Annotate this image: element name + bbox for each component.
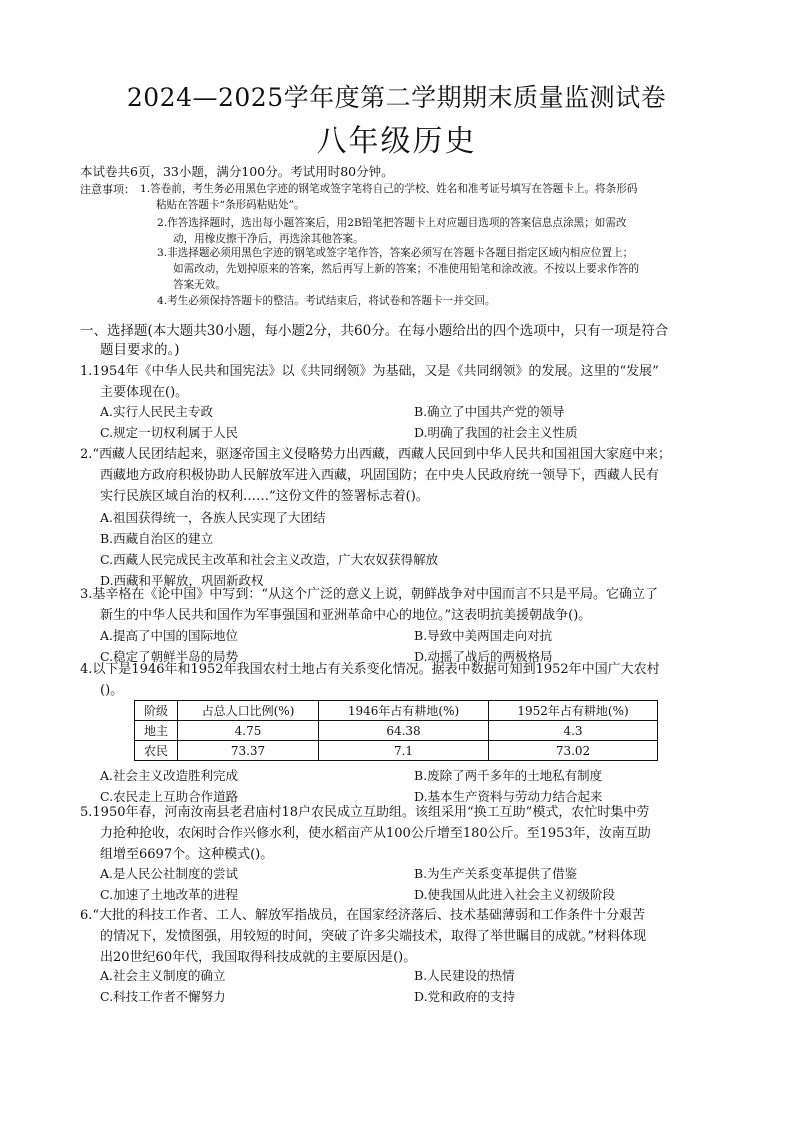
question-line: 5.1950年春，河南汝南县老君庙村18户农民成立互助组。该组采用“换工互助”模式，农忙时集中劳 (80, 805, 650, 820)
table-cell: 73.37 (178, 741, 319, 761)
note-line: 动，用橡皮擦干净后，再选涂其他答案。 (173, 233, 364, 245)
table-row (135, 721, 658, 741)
question-line: 1.1954年《中华人民共和国宪法》以《共同纲领》为基础，又是《共同纲领》的发展。这里的“发展” (80, 364, 659, 379)
table-header-cell: 占总人口比例(%) (178, 701, 319, 721)
option-a: A.社会主义改造胜利完成 (100, 768, 239, 783)
table-cell: 73.02 (489, 741, 658, 761)
option-d: D.基本生产资料与劳动力结合起来 (414, 789, 603, 804)
option-a: A.提高了中国的国际地位 (100, 628, 239, 643)
option-c: C.西藏人民完成民主改革和社会主义改造，广大农奴获得解放 (100, 552, 439, 567)
table-cell: 农民 (135, 741, 178, 761)
option-c: C.规定一切权利属于人民 (100, 425, 239, 440)
table-cell: 7.1 (319, 741, 489, 761)
table-cell: 地主 (135, 721, 178, 741)
table-header-cell: 阶级 (135, 701, 178, 721)
question-line: ()。 (100, 683, 124, 698)
question-1 (80, 361, 720, 403)
note-line: 2.作答选择题时，选出每小题答案后，用2B铅笔把答题卡上对应题目选项的答案信息点涂黑；如需改 (157, 217, 627, 229)
option-d: D.西藏和平解放，巩固新政权 (100, 573, 264, 588)
question-2 (80, 444, 720, 507)
table-header-cell: 1946年占有耕地(%) (319, 701, 489, 721)
question-line: 主要体现在()。 (100, 385, 189, 400)
option-b: B.废除了两千多年的土地私有制度 (414, 768, 603, 783)
question-line: 力抢种抢收，农闲时合作兴修水利，使水稻亩产从100公斤增至180公斤。至1953年，汝南互助 (100, 826, 651, 841)
option-d: D.党和政府的支持 (414, 989, 516, 1004)
option-b: B.导致中美两国走向对抗 (414, 628, 553, 643)
question-line: 实行民族区域自治的权利……”这份文件的签署标志着()。 (100, 489, 429, 504)
section-line: 题目要求的。) (100, 342, 180, 358)
option-b: B.人民建设的热情 (414, 968, 515, 983)
question-line: 出20世纪60年代，我国取得科技成就的主要原因是()。 (100, 950, 417, 965)
question-line: 组增至6697个。这种模式()。 (100, 847, 274, 862)
table-cell: 4.3 (489, 721, 658, 741)
question-line: 3.基辛格在《论中国》中写到：“从这个广泛的意义上说，朝鲜战争对中国而言不只是平局。它确立了 (80, 587, 659, 602)
note-item (140, 181, 710, 213)
section-heading (80, 322, 720, 360)
option-c: C.农民走上互助合作道路 (100, 789, 239, 804)
option-a: A.祖国获得统一，各族人民实现了大团结 (100, 510, 326, 525)
table-cell: 64.38 (319, 721, 489, 741)
option-d: D.使我国从此进入社会主义初级阶段 (414, 887, 616, 902)
note-item (157, 293, 727, 309)
option-c: C.加速了土地改革的进程 (100, 887, 239, 902)
question-line: 4.以下是1946年和1952年我国农村土地占有关系变化情况。据表中数据可知到1952年中国广大农村 (80, 662, 660, 677)
option-c: C.科技工作者不懈努力 (100, 989, 226, 1004)
section-line: 一、选择题(本大题共30小题，每小题2分，共60分。在每小题给出的四个选项中，只有一项是符合 (80, 323, 669, 339)
question-line: 新生的中华人民共和国作为军事强国和亚洲革命中心的地位。”这表明抗美援朝战争()。 (100, 608, 592, 623)
table-row (135, 741, 658, 761)
question-4 (80, 659, 720, 701)
note-item (157, 215, 727, 247)
option-c: C.稳定了朝鲜半岛的局势 (100, 649, 239, 664)
question-line: 的情况下，发愤图强，用较短的时间，突破了许多尖端技术，取得了举世瞩目的成就。”材料体现 (100, 929, 647, 944)
note-line: 1.答卷前，考生务必用黑色字迹的钢笔或签字笔将自己的学校、姓名和准考证号填写在答题卡上。将条形码 (140, 183, 638, 195)
option-b: B.确立了中国共产党的领导 (414, 404, 565, 419)
question-line: 6.“大批的科技工作者、工人、解放军指战员，在国家经济落后、技术基础薄弱和工作条件十分艰苦 (80, 908, 646, 923)
option-b: B.为生产关系变革提供了借鉴 (414, 866, 578, 881)
land-ownership-table (134, 700, 658, 761)
table-header-cell: 1952年占有耕地(%) (489, 701, 658, 721)
note-line: 3.非选择题必须用黑色字迹的钢笔或签字笔作答，答案必须写在答题卡各题目指定区域内相应位置上； (157, 247, 634, 259)
notes-label: 注意事项： (80, 183, 135, 196)
question-line: 2.“西藏人民团结起来，驱逐帝国主义侵略势力出西藏，西藏人民回到中华人民共和国祖国大家庭中来； (80, 447, 672, 462)
note-line: 4.考生必须保持答题卡的整洁。考试结束后，将试卷和答题卡一并交回。 (157, 295, 496, 307)
option-d: D.明确了我国的社会主义性质 (414, 425, 578, 440)
exam-title: 2024—2025学年度第二学期期末质量监测试卷 (126, 83, 667, 112)
table-cell: 4.75 (178, 721, 319, 741)
option-a: A.实行人民民主专政 (100, 404, 214, 419)
option-d: D.动摇了战后的两极格局 (414, 649, 553, 664)
note-item (157, 245, 727, 293)
note-line: 粘贴在答题卡“条形码粘贴处”。 (156, 199, 305, 211)
option-a: A.社会主义制度的确立 (100, 968, 226, 983)
question-3 (80, 584, 720, 626)
table-header-row (135, 701, 658, 721)
option-a: A.是人民公社制度的尝试 (100, 866, 239, 881)
question-5 (80, 802, 720, 865)
question-line: 西藏地方政府积极协助人民解放军进入西藏，巩固国防；在中央人民政府统一领导下，西藏人民有 (100, 468, 660, 483)
option-b: B.西藏自治区的建立 (100, 531, 214, 546)
subject-title: 八年级历史 (316, 124, 477, 159)
exam-intro: 本试卷共6页，33小题，满分100分。考试用时80分钟。 (80, 164, 394, 179)
question-6 (80, 905, 720, 968)
note-line: 答案无效。 (173, 279, 226, 291)
note-line: 如需改动，先划掉原来的答案，然后再写上新的答案；不准使用铅笔和涂改液。不按以上要求作答的 (173, 263, 640, 275)
